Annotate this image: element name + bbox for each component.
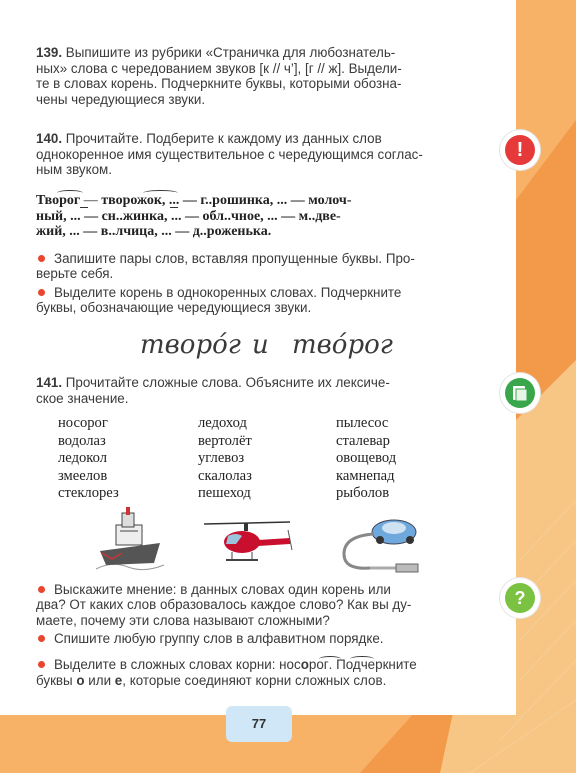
compound-word: вертолёт [198,432,252,449]
bullet [38,661,45,668]
task-text [36,597,488,628]
text-line: те в словах корень. Подчеркните буквы, которыми обозна- [36,76,402,92]
task-text [36,673,488,689]
exercise-number: 139. [36,45,63,60]
bullet [38,635,45,642]
compound-word: водолаз [58,432,106,449]
compound-word: ледоход [198,415,247,431]
compound-word: рыболов [336,485,390,501]
text-line: ный, ... — сн..жинка, ... — обл..чное, ... — м..две- [36,208,341,224]
compound-word: пылесос [336,415,389,431]
word-tvorog: Творог [36,193,81,208]
book-icon [505,378,535,408]
text-span: , которые соединяют корни сложных слов. [122,673,387,688]
script-and: и [252,330,269,360]
text-line: Выделите корень в однокоренных словах. Подчеркните [54,285,402,300]
word-tvorozhok: творожок [101,193,162,208]
task-text [36,266,488,282]
exercise-number: 141. [36,375,63,390]
compound-word: скалолаз [198,467,252,484]
page-number: 77 [251,716,267,731]
text-line: жий, ... — в..лчица, ... — д..роженька. [36,224,272,239]
exclamation-icon: ! [505,135,535,165]
root-arc [57,190,83,196]
text-line: маете, почему эти слова называют сложными? [36,612,330,628]
icebreaker-illustration [92,503,168,575]
vacuum-cleaner-illustration [334,510,426,576]
bullet [38,289,45,296]
text-line: ных» слова с чередованием звуков [к // ч’], [г // ж]. Выдели- [36,60,402,76]
ebook-icon [500,373,540,413]
compound-word: змеелов [58,467,108,484]
exercise-number: 140. [36,131,63,146]
text-line: Выпишите из рубрики «Страничка для любознатель- [65,45,396,60]
script-word-b: тво́рог [292,330,393,360]
text-line: буквы, обозначающие чередующиеся звуки. [36,300,312,315]
text-line: Запишите пары слов, вставляя пропущенные буквы. Про- [54,251,415,266]
bullet [38,586,45,593]
root-part: нос [279,657,301,672]
compound-word: овощевод [336,450,397,466]
text-line: , ... — г..рошинка, ... — молоч- [161,193,352,208]
task-text [54,657,488,673]
task-text [54,582,488,598]
text-line: однокоренное имя существительное с чередующимся соглас- [36,146,423,162]
script-word-a: творо́г [140,330,241,360]
compound-word: носорог [58,415,108,431]
text-line: ское значение. [36,390,129,406]
letter-e: е [114,673,123,688]
exercise-140 [36,131,488,178]
root-arc [319,656,341,662]
compound-word: пешеход [198,485,251,501]
root-part: рог [308,657,329,672]
bullet [38,255,45,262]
exercise-139 [36,45,488,107]
text-span: или [84,673,115,688]
task-text [54,285,488,301]
compound-word: сталевар [336,432,390,449]
underline-mark [80,207,88,208]
letter-o: о [76,673,85,688]
helicopter-illustration [202,518,294,570]
text-line: ным звуком. [36,162,112,178]
text-line: верьте себя. [36,266,114,281]
compound-word: камнепад [336,467,395,484]
text-line: Спишите любую группу слов в алфавитном порядке. [54,631,384,646]
question-icon-badge [500,578,540,618]
text-line: Прочитайте сложные слова. Объясните их лексиче- [65,375,390,390]
compound-word: ледокол [58,450,108,466]
word-pairs [36,193,488,240]
exercise-141 [36,375,488,406]
text-line: Выскажите мнение: в данных словах один корень или [54,582,391,597]
text-span: буквы [36,673,77,688]
text-line: Прочитайте. Подберите к каждому из данных слов [65,131,382,146]
compound-word: стеклорез [58,485,119,501]
text-line: два? От каких слов образовалось каждое слово? Как вы ду- [36,597,412,612]
root-arc [350,656,374,662]
task-text [36,300,488,316]
underline-mark [170,207,178,208]
task-text [54,631,488,647]
text-span: . Подчеркните [328,657,417,672]
root-arc [143,190,178,196]
text-line: чены чередующиеся звуки. [36,91,206,107]
text-span: Выделите в сложных словах корни: [54,657,280,672]
dash: — [80,193,102,208]
question-icon: ? [505,583,535,613]
compound-word: углевоз [198,450,245,466]
task-text [54,251,488,267]
important-icon [500,130,540,170]
connecting-vowel: о [300,657,309,672]
